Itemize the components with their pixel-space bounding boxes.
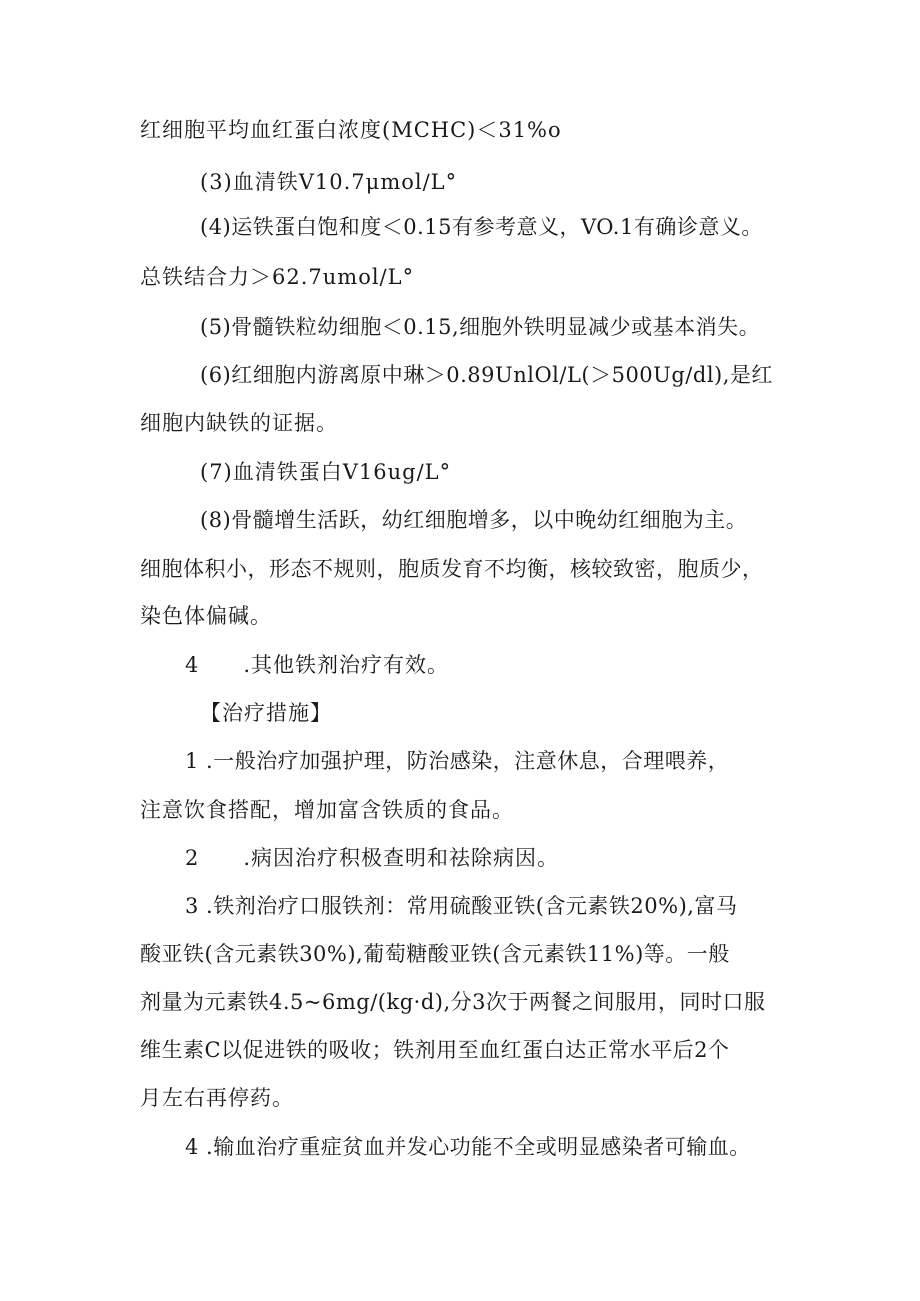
text-line-15: 注意饮食搭配，增加富含铁质的食品。 xyxy=(140,798,514,822)
text-line-12: 4 .其他铁剂治疗有效。 xyxy=(185,653,450,677)
text-line-5: (5)骨髓铁粒幼细胞＜0.15,细胞外铁明显减少或基本消失。 xyxy=(200,315,761,339)
text-line-16: 2 .病因治疗积极查明和祛除病因。 xyxy=(185,846,560,870)
text-line-1: 红细胞平均血红蛋白浓度(MCHC)＜31%o xyxy=(140,118,562,142)
text-line-22: 4 .输血治疗重症贫血并发心功能不全或明显感染者可输血。 xyxy=(185,1135,751,1159)
text-line-17: 3 .铁剂治疗口服铁剂：常用硫酸亚铁(含元素铁20%),富马 xyxy=(185,894,738,918)
text-line-14: 1 .一般治疗加强护理，防治感染，注意休息，合理喂养， xyxy=(185,749,730,773)
text-line-19: 剂量为元素铁4.5~6mg∕(kg·d),分3次于两餐之间服用，同时口服 xyxy=(140,990,766,1014)
text-line-3: (4)运铁蛋白饱和度＜0.15有参考意义，VO.1有确诊意义。 xyxy=(200,215,763,239)
text-line-6: (6)红细胞内游离原中琳＞0.89UnlOl/L(＞500Ug∕dl),是红 xyxy=(200,363,773,387)
text-line-8: (7)血清铁蛋白V16ug∕L° xyxy=(200,460,452,484)
text-line-10: 细胞体积小，形态不规则，胞质发育不均衡，核较致密，胞质少， xyxy=(140,557,764,581)
text-line-21: 月左右再停药。 xyxy=(140,1086,294,1110)
text-line-18: 酸亚铁(含元素铁30%),葡萄糖酸亚铁(含元素铁11%)等。一般 xyxy=(140,942,730,966)
text-line-4: 总铁结合力＞62.7umol∕L° xyxy=(140,265,415,289)
section-heading: 【治疗措施】 xyxy=(200,701,332,725)
text-line-11: 染色体偏碱。 xyxy=(140,604,272,628)
text-line-9: (8)骨髓增生活跃，幼红细胞增多，以中晚幼红细胞为主。 xyxy=(200,508,748,532)
text-line-7: 细胞内缺铁的证据。 xyxy=(140,411,338,435)
text-line-20: 维生素C以促进铁的吸收；铁剂用至血红蛋白达正常水平后2个 xyxy=(140,1038,730,1062)
text-line-2: (3)血清铁V10.7μmol∕L° xyxy=(200,170,458,194)
